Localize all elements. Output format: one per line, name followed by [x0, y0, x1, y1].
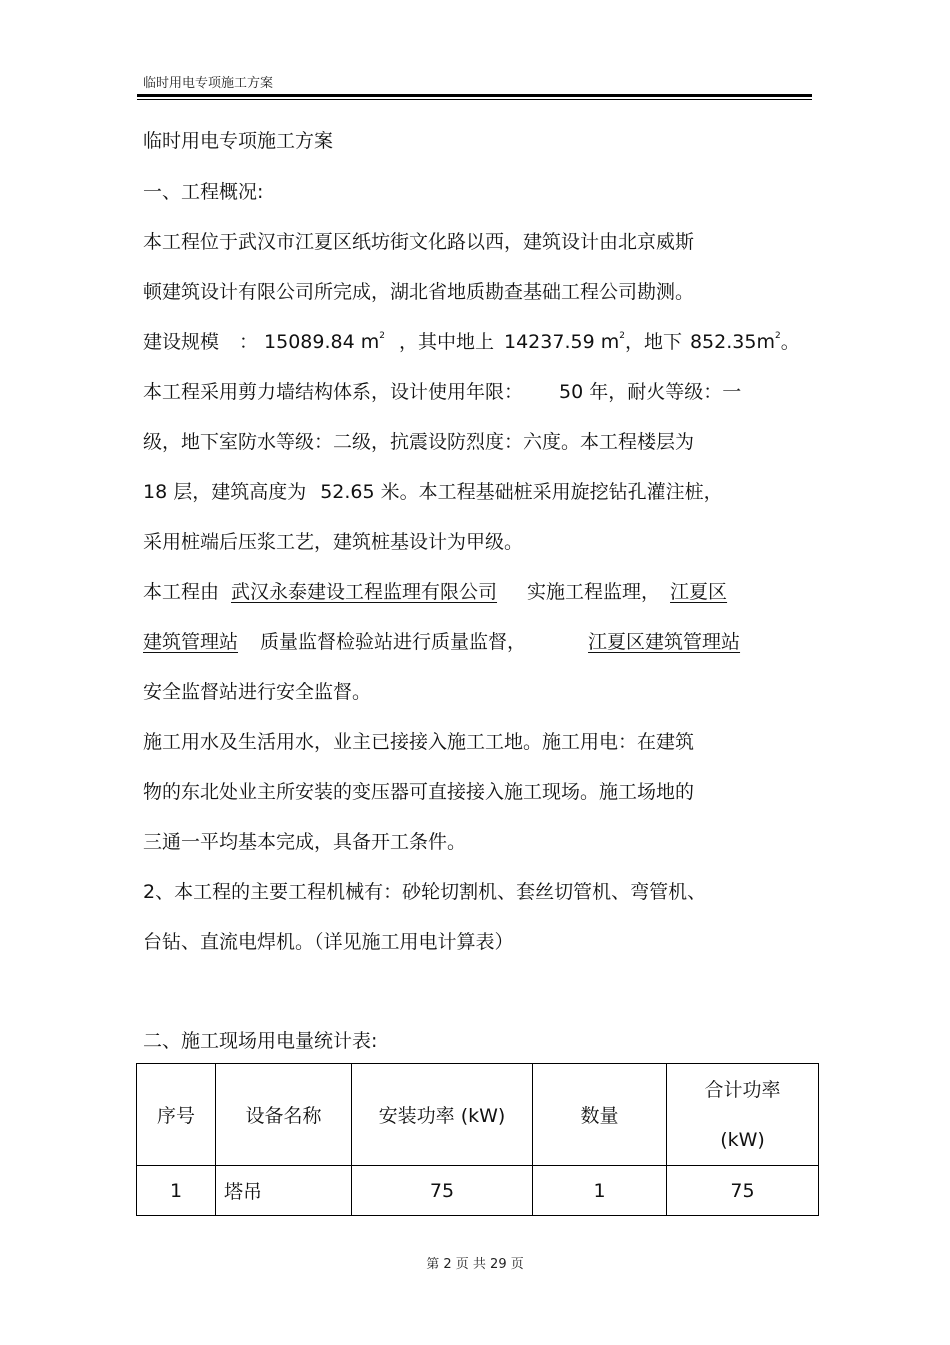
p3-line3b: 52.65 米。本工程基础桩采用旋挖钻孔灌注桩，: [320, 481, 723, 503]
scale-mid2: ，地下: [624, 331, 682, 353]
scale-end: 。: [780, 331, 800, 353]
p4-mid2: 质量监督检验站进行质量监督，: [260, 631, 527, 653]
header-rule-thick: [137, 94, 812, 97]
station-underline-a: [660, 581, 727, 603]
section2-heading: 二、施工现场用电量统计表:: [143, 1030, 378, 1052]
p4-prefix: 本工程由: [143, 581, 220, 603]
header-name: 设备名称: [216, 1064, 352, 1166]
scale-total: 15089.84 m: [264, 331, 380, 353]
row1-no: 1: [137, 1166, 216, 1216]
scale-below: 852.35m: [689, 331, 775, 353]
document-title: 临时用电专项施工方案: [143, 130, 334, 152]
scale-label: 建设规模: [143, 331, 220, 353]
station2-name: 江夏区建筑管理站: [588, 631, 741, 653]
p5-line3: 三通一平均基本完成，具备开工条件。: [143, 831, 467, 853]
table-header-row: [137, 1064, 819, 1166]
header-qty: 数量: [533, 1064, 667, 1166]
station-name-a: 江夏区: [670, 581, 728, 603]
header-rule-thin: [137, 99, 812, 100]
scale-line: [143, 329, 800, 355]
p3-line3a: 18 层，建筑高度为: [143, 481, 307, 503]
p4-line2: [143, 629, 752, 655]
station-underline-b: [143, 631, 260, 653]
supervisor-name: 武汉永泰建设工程监理有限公司: [231, 581, 498, 603]
scale-colon: ：: [239, 331, 259, 353]
sup-total: 2: [379, 331, 385, 341]
p3-line1b: 50 年，耐火等级：一: [559, 381, 742, 403]
p3-line2: 级，地下室防水等级：二级，抗震设防烈度：六度。本工程楼层为: [143, 431, 695, 453]
p4-line1: [143, 579, 727, 605]
row1-qty: 1: [533, 1166, 667, 1216]
p3-line1: [143, 379, 741, 405]
p5-line1: 施工用水及生活用水，业主已接接入施工工地。施工用电：在建筑: [143, 731, 695, 753]
page-footer: 第 2 页 共 29 页: [426, 1257, 524, 1272]
header-total-b: (kW): [720, 1128, 765, 1151]
row1-total: 75: [667, 1166, 819, 1216]
header-total: [667, 1064, 819, 1166]
table-row: [137, 1166, 819, 1216]
row1-power: 75: [352, 1166, 533, 1216]
p3-line1a: 本工程采用剪力墙结构体系，设计使用年限：: [143, 381, 524, 403]
header-total-a: 合计功率: [704, 1078, 781, 1101]
p5-line2: 物的东北处业主所安装的变压器可直接接入施工现场。施工场地的: [143, 781, 695, 803]
sup-below: 2: [774, 331, 781, 341]
station2-underline: [574, 631, 752, 653]
running-header: 临时用电专项施工方案: [143, 76, 274, 91]
supervisor-underline: [219, 581, 527, 603]
p1-line1: 本工程位于武汉市江夏区纸坊街文化路以西，建筑设计由北京威斯: [143, 231, 695, 253]
p6-line2: 台钻、直流电焊机。（详见施工用电计算表）: [143, 931, 514, 953]
p1-line2: 顿建筑设计有限公司所完成，湖北省地质勘查基础工程公司勘测。: [143, 281, 695, 303]
p3-line3: [143, 479, 723, 505]
sup-above: 2: [619, 331, 625, 341]
header-no: 序号: [137, 1064, 216, 1166]
power-usage-table: [136, 1063, 819, 1216]
header-power: 安装功率 (kW): [352, 1064, 533, 1166]
scale-mid: ，其中地上: [398, 331, 494, 353]
p3-line4: 采用桩端后压浆工艺，建筑桩基设计为甲级。: [143, 531, 524, 553]
p4-mid: 实施工程监理，: [527, 581, 661, 603]
station-name-b: 建筑管理站: [143, 631, 239, 653]
scale-above: 14237.59 m: [504, 331, 620, 353]
p4-line3: 安全监督站进行安全监督。: [143, 681, 372, 703]
row1-name: 塔吊: [216, 1166, 352, 1216]
section1-heading: 一、工程概况:: [143, 181, 264, 203]
p6-line1: 2、本工程的主要工程机械有：砂轮切割机、套丝切管机、弯管机、: [143, 881, 707, 903]
